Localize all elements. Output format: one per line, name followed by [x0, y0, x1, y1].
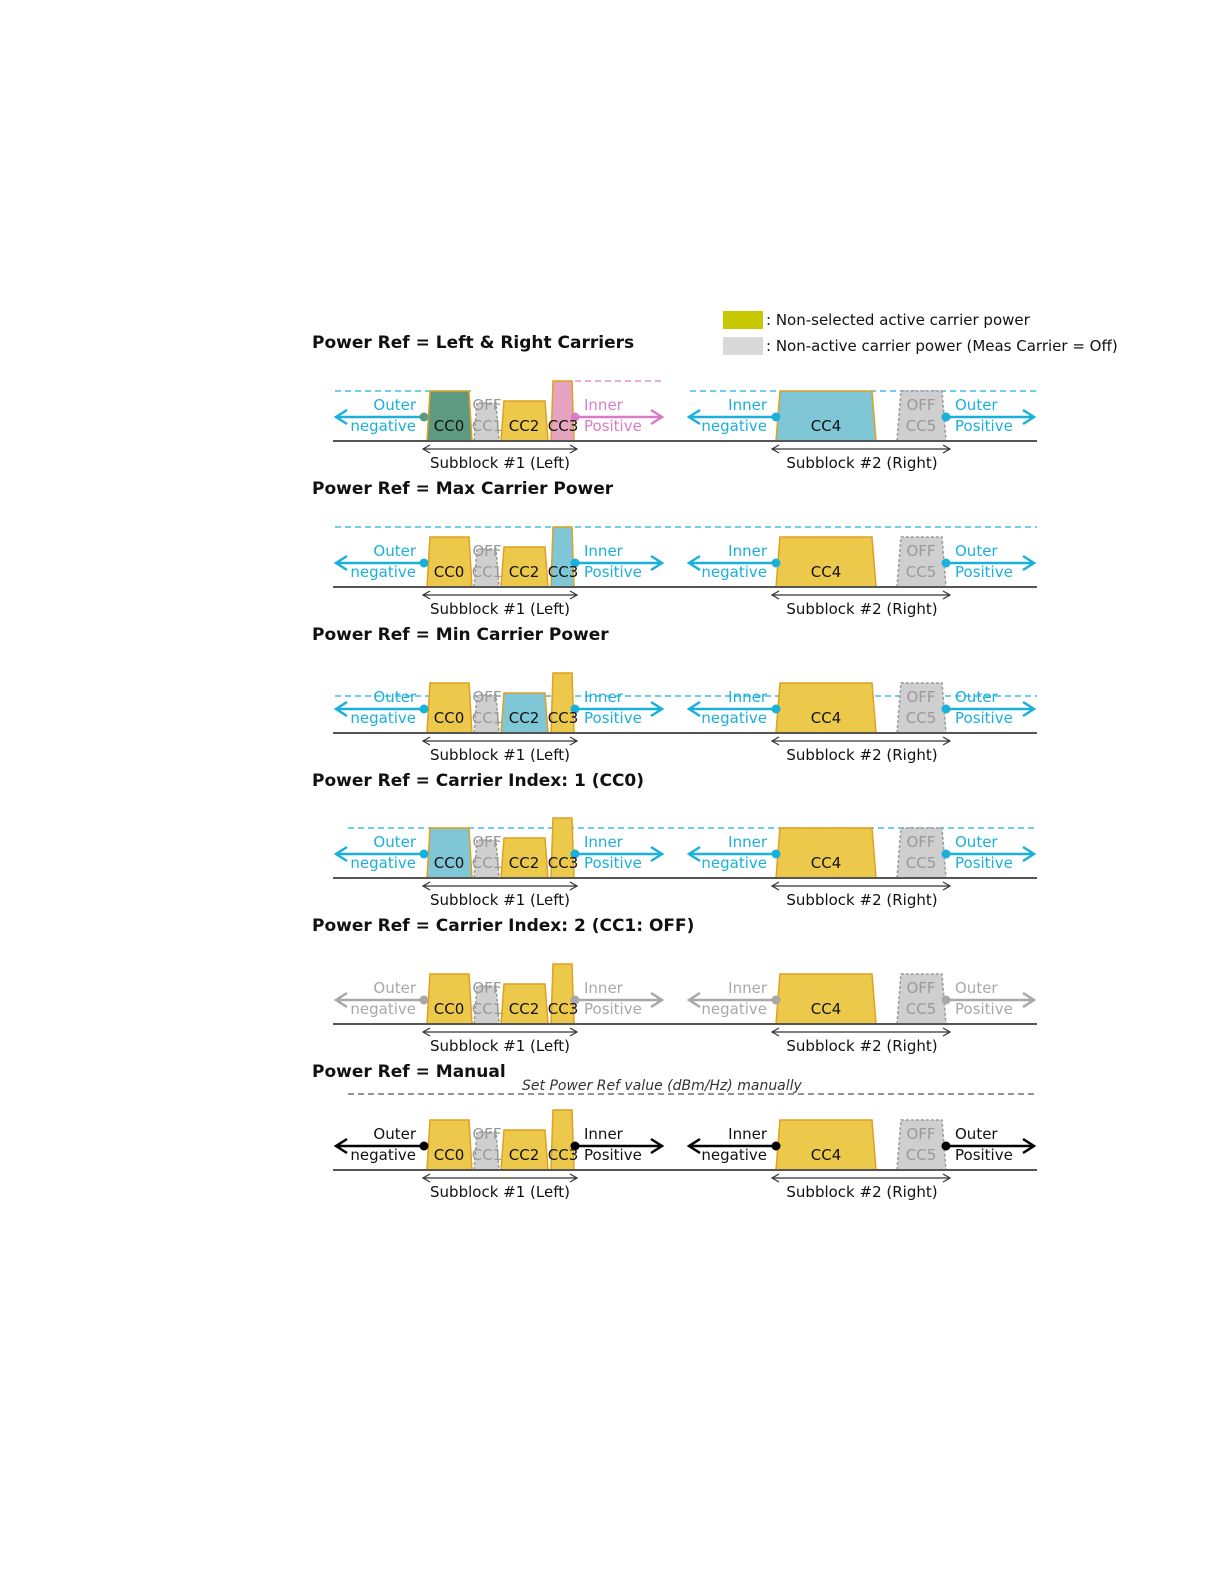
label-cc2: CC2 — [508, 709, 540, 727]
label-cc3: CC3 — [547, 563, 579, 581]
legend-label-off: : Non-active carrier power (Meas Carrier = Off) — [766, 337, 1118, 355]
label-cc2: CC2 — [508, 563, 540, 581]
subblock-left-label: Subblock #1 (Left) — [430, 1183, 570, 1201]
panels — [312, 333, 1037, 1201]
label-cc4: CC4 — [810, 563, 842, 581]
inner-negative-dot — [772, 1142, 781, 1151]
subblock-left-label: Subblock #1 (Left) — [430, 891, 570, 909]
label-off-cc5: OFF — [906, 688, 936, 706]
label-negative-right: negative — [701, 1000, 767, 1018]
outer-positive-dot — [942, 559, 951, 568]
label-negative-right: negative — [701, 709, 767, 727]
outer-negative-dot — [420, 996, 429, 1005]
inner-negative-dot — [772, 705, 781, 714]
subblock-left-label: Subblock #1 (Left) — [430, 1037, 570, 1055]
outer-negative-dot — [420, 1142, 429, 1151]
label-cc5: CC5 — [905, 417, 937, 435]
outer-positive-dot — [942, 705, 951, 714]
label-off-cc1: OFF — [472, 688, 502, 706]
subblock-right-label: Subblock #2 (Right) — [786, 600, 938, 618]
label-off-cc5: OFF — [906, 833, 936, 851]
label-negative-left: negative — [350, 417, 416, 435]
label-positive-left: Positive — [584, 854, 642, 872]
label-cc4: CC4 — [810, 1146, 842, 1164]
label-positive-left: Positive — [584, 709, 642, 727]
label-cc3: CC3 — [547, 1146, 579, 1164]
label-inner-right: Inner — [728, 833, 767, 851]
label-cc0: CC0 — [433, 709, 465, 727]
label-off-cc1: OFF — [472, 833, 502, 851]
subblock-right-label: Subblock #2 (Right) — [786, 1183, 938, 1201]
subblock-right-label: Subblock #2 (Right) — [786, 891, 938, 909]
label-positive-left: Positive — [584, 1000, 642, 1018]
label-negative-left: negative — [350, 1000, 416, 1018]
label-cc5: CC5 — [905, 563, 937, 581]
label-cc0: CC0 — [433, 417, 465, 435]
outer-positive-dot — [942, 850, 951, 859]
label-cc0: CC0 — [433, 854, 465, 872]
outer-positive-dot — [942, 413, 951, 422]
inner-negative-dot — [772, 413, 781, 422]
label-cc3: CC3 — [547, 417, 579, 435]
label-negative-right: negative — [701, 417, 767, 435]
label-cc2: CC2 — [508, 854, 540, 872]
outer-positive-dot — [942, 1142, 951, 1151]
label-outer-left: Outer — [373, 396, 416, 414]
inner-negative-dot — [772, 996, 781, 1005]
label-positive-right: Positive — [955, 854, 1013, 872]
label-inner-left: Inner — [584, 688, 623, 706]
panel-2 — [312, 479, 1037, 618]
label-cc1: CC1 — [471, 854, 503, 872]
label-inner-right: Inner — [728, 1125, 767, 1143]
subblock-right-label: Subblock #2 (Right) — [786, 454, 938, 472]
label-cc0: CC0 — [433, 1000, 465, 1018]
label-outer-right: Outer — [955, 833, 998, 851]
label-positive-left: Positive — [584, 1146, 642, 1164]
label-negative-right: negative — [701, 854, 767, 872]
label-outer-left: Outer — [373, 833, 416, 851]
label-outer-right: Outer — [955, 688, 998, 706]
label-off-cc1: OFF — [472, 1125, 502, 1143]
label-cc5: CC5 — [905, 854, 937, 872]
label-cc1: CC1 — [471, 709, 503, 727]
label-outer-right: Outer — [955, 1125, 998, 1143]
label-cc3: CC3 — [547, 854, 579, 872]
label-outer-right: Outer — [955, 542, 998, 560]
subblock-left-label: Subblock #1 (Left) — [430, 746, 570, 764]
subblock-right-label: Subblock #2 (Right) — [786, 746, 938, 764]
label-off-cc5: OFF — [906, 542, 936, 560]
legend-swatch-off — [723, 337, 763, 355]
label-outer-left: Outer — [373, 979, 416, 997]
label-off-cc1: OFF — [472, 542, 502, 560]
label-inner-left: Inner — [584, 833, 623, 851]
label-negative-left: negative — [350, 854, 416, 872]
legend-label-active: : Non-selected active carrier power — [766, 311, 1030, 329]
label-positive-right: Positive — [955, 563, 1013, 581]
label-cc2: CC2 — [508, 417, 540, 435]
label-outer-right: Outer — [955, 396, 998, 414]
label-positive-left: Positive — [584, 417, 642, 435]
label-negative-right: negative — [701, 1146, 767, 1164]
label-positive-left: Positive — [584, 563, 642, 581]
manual-note: Set Power Ref value (dBm/Hz) manually — [522, 1078, 802, 1094]
panel-4 — [312, 771, 1037, 909]
panel-title: Power Ref = Carrier Index: 2 (CC1: OFF) — [312, 916, 695, 936]
panel-3 — [312, 625, 1037, 764]
subblock-left-label: Subblock #1 (Left) — [430, 454, 570, 472]
label-cc2: CC2 — [508, 1146, 540, 1164]
legend-swatch-active — [723, 311, 763, 329]
label-cc1: CC1 — [471, 563, 503, 581]
outer-negative-dot — [420, 850, 429, 859]
panel-title: Power Ref = Manual — [312, 1062, 506, 1082]
label-positive-right: Positive — [955, 709, 1013, 727]
label-positive-right: Positive — [955, 1000, 1013, 1018]
outer-negative-dot — [420, 559, 429, 568]
label-cc0: CC0 — [433, 1146, 465, 1164]
label-outer-left: Outer — [373, 542, 416, 560]
label-positive-right: Positive — [955, 417, 1013, 435]
label-cc5: CC5 — [905, 1146, 937, 1164]
label-positive-right: Positive — [955, 1146, 1013, 1164]
label-cc0: CC0 — [433, 563, 465, 581]
label-negative-right: negative — [701, 563, 767, 581]
outer-negative-dot — [420, 705, 429, 714]
label-inner-left: Inner — [584, 1125, 623, 1143]
label-cc3: CC3 — [547, 1000, 579, 1018]
label-cc1: CC1 — [471, 1146, 503, 1164]
outer-positive-dot — [942, 996, 951, 1005]
label-cc4: CC4 — [810, 417, 842, 435]
label-negative-left: negative — [350, 709, 416, 727]
label-cc4: CC4 — [810, 709, 842, 727]
label-inner-right: Inner — [728, 688, 767, 706]
label-cc1: CC1 — [471, 1000, 503, 1018]
label-negative-left: negative — [350, 1146, 416, 1164]
label-off-cc5: OFF — [906, 979, 936, 997]
label-outer-right: Outer — [955, 979, 998, 997]
label-outer-left: Outer — [373, 688, 416, 706]
label-outer-left: Outer — [373, 1125, 416, 1143]
panel-title: Power Ref = Left & Right Carriers — [312, 333, 635, 353]
label-off-cc1: OFF — [472, 979, 502, 997]
label-cc2: CC2 — [508, 1000, 540, 1018]
outer-negative-dot — [420, 413, 429, 422]
label-inner-left: Inner — [584, 979, 623, 997]
label-inner-right: Inner — [728, 979, 767, 997]
panel-title: Power Ref = Max Carrier Power — [312, 479, 614, 499]
label-inner-right: Inner — [728, 396, 767, 414]
panel-6 — [312, 1062, 1037, 1201]
label-cc5: CC5 — [905, 1000, 937, 1018]
label-cc1: CC1 — [471, 417, 503, 435]
panel-title: Power Ref = Carrier Index: 1 (CC0) — [312, 771, 645, 791]
subblock-right-label: Subblock #2 (Right) — [786, 1037, 938, 1055]
subblock-left-label: Subblock #1 (Left) — [430, 600, 570, 618]
label-inner-left: Inner — [584, 396, 623, 414]
label-cc4: CC4 — [810, 854, 842, 872]
label-inner-left: Inner — [584, 542, 623, 560]
panel-title: Power Ref = Min Carrier Power — [312, 625, 609, 645]
label-off-cc5: OFF — [906, 1125, 936, 1143]
label-cc5: CC5 — [905, 709, 937, 727]
label-off-cc1: OFF — [472, 396, 502, 414]
label-cc4: CC4 — [810, 1000, 842, 1018]
label-off-cc5: OFF — [906, 396, 936, 414]
inner-negative-dot — [772, 850, 781, 859]
label-negative-left: negative — [350, 563, 416, 581]
label-inner-right: Inner — [728, 542, 767, 560]
label-cc3: CC3 — [547, 709, 579, 727]
inner-negative-dot — [772, 559, 781, 568]
legend — [723, 311, 1118, 355]
panel-5 — [312, 916, 1037, 1055]
